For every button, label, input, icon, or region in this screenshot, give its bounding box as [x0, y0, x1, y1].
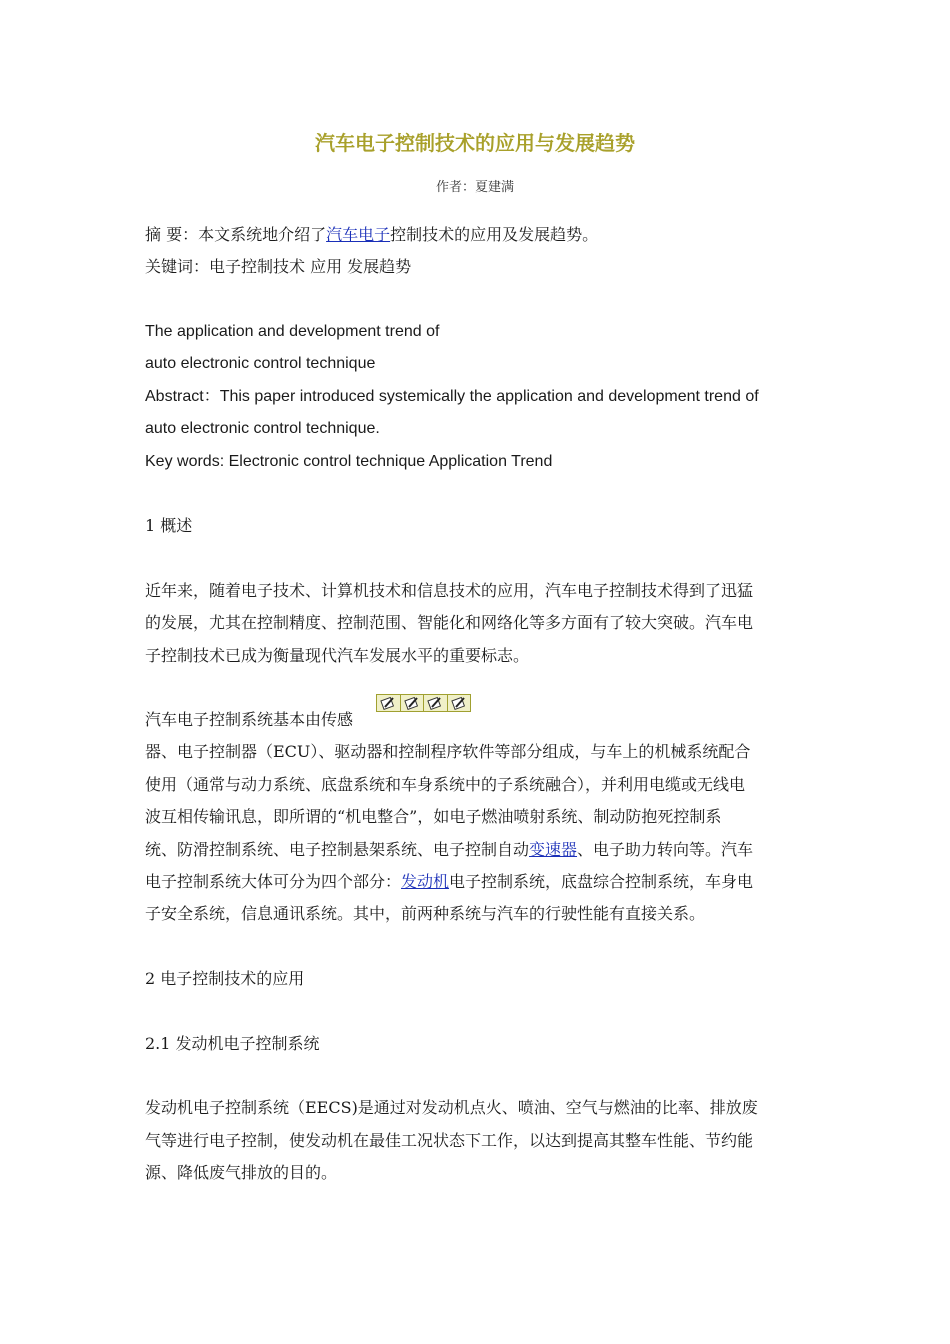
en-keywords: Key words: Electronic control technique Application Trend: [145, 453, 553, 470]
para2-line6: 电子控制系统大体可分为四个部分：发动机电子控制系统，底盘综合控制系统，车身电: [145, 872, 754, 891]
para1-line2: 的发展，尤其在控制精度、控制范围、智能化和网络化等多方面有了较大突破。汽车电: [145, 613, 754, 632]
link-transmission[interactable]: 变速器: [529, 840, 578, 859]
section-1-heading: 1 概述: [145, 516, 193, 535]
keywords-cn: 关键词：电子控制技术 应用 发展趋势: [145, 257, 412, 276]
link-engine[interactable]: 发动机: [401, 872, 450, 891]
link-auto-electronics[interactable]: 汽车电子: [326, 225, 391, 244]
para2-line4: 波互相传输讯息，即所谓的“机电整合”，如电子燃油喷射系统、制动防抱死控制系: [145, 807, 722, 826]
section-2-heading: 2 电子控制技术的应用: [145, 969, 305, 988]
document-title: 汽车电子控制技术的应用与发展趋势: [315, 131, 635, 155]
author-line: 作者：夏建满: [435, 180, 514, 195]
pen-paper-icon: [448, 695, 471, 711]
en-title-line2: auto electronic control technique: [145, 355, 376, 372]
para2-line5: 统、防滑控制系统、电子控制悬架系统、电子控制自动变速器、电子助力转向等。汽车: [145, 840, 754, 859]
pen-paper-icon: [377, 695, 401, 711]
pen-paper-icon: [401, 695, 425, 711]
para2-line7: 子安全系统，信息通讯系统。其中，前两种系统与汽车的行驶性能有直接关系。: [145, 904, 706, 923]
emoticon-strip: [376, 694, 471, 712]
para2-line2: 器、电子控制器（ECU）、驱动器和控制程序软件等部分组成，与车上的机械系统配合: [145, 742, 751, 761]
para3-line2: 气等进行电子控制，使发动机在最佳工况状态下工作，以达到提高其整车性能、节约能: [145, 1131, 754, 1150]
para1-line1: 近年来，随着电子技术、计算机技术和信息技术的应用，汽车电子控制技术得到了迅猛: [145, 581, 754, 600]
en-abstract-line1: Abstract：This paper introduced systemically the application and development trend of: [145, 388, 759, 405]
en-title-line1: The application and development trend of: [145, 323, 440, 340]
para2-line3: 使用（通常与动力系统、底盘系统和车身系统中的子系统融合），并利用电缆或无线电: [145, 775, 746, 794]
para3-line3: 源、降低废气排放的目的。: [145, 1163, 338, 1182]
en-abstract-line2: auto electronic control technique.: [145, 420, 380, 437]
pen-paper-icon: [424, 695, 448, 711]
para1-line3: 子控制技术已成为衡量现代汽车发展水平的重要标志。: [145, 646, 530, 665]
para2-line1: 汽车电子控制系统基本由传感: [145, 710, 354, 729]
abstract-cn: 摘 要：本文系统地介绍了汽车电子控制技术的应用及发展趋势。: [145, 225, 599, 244]
section-2-1-heading: 2.1 发动机电子控制系统: [145, 1034, 320, 1053]
para3-line1: 发动机电子控制系统（EECS)是通过对发动机点火、喷油、空气与燃油的比率、排放废: [145, 1098, 758, 1117]
